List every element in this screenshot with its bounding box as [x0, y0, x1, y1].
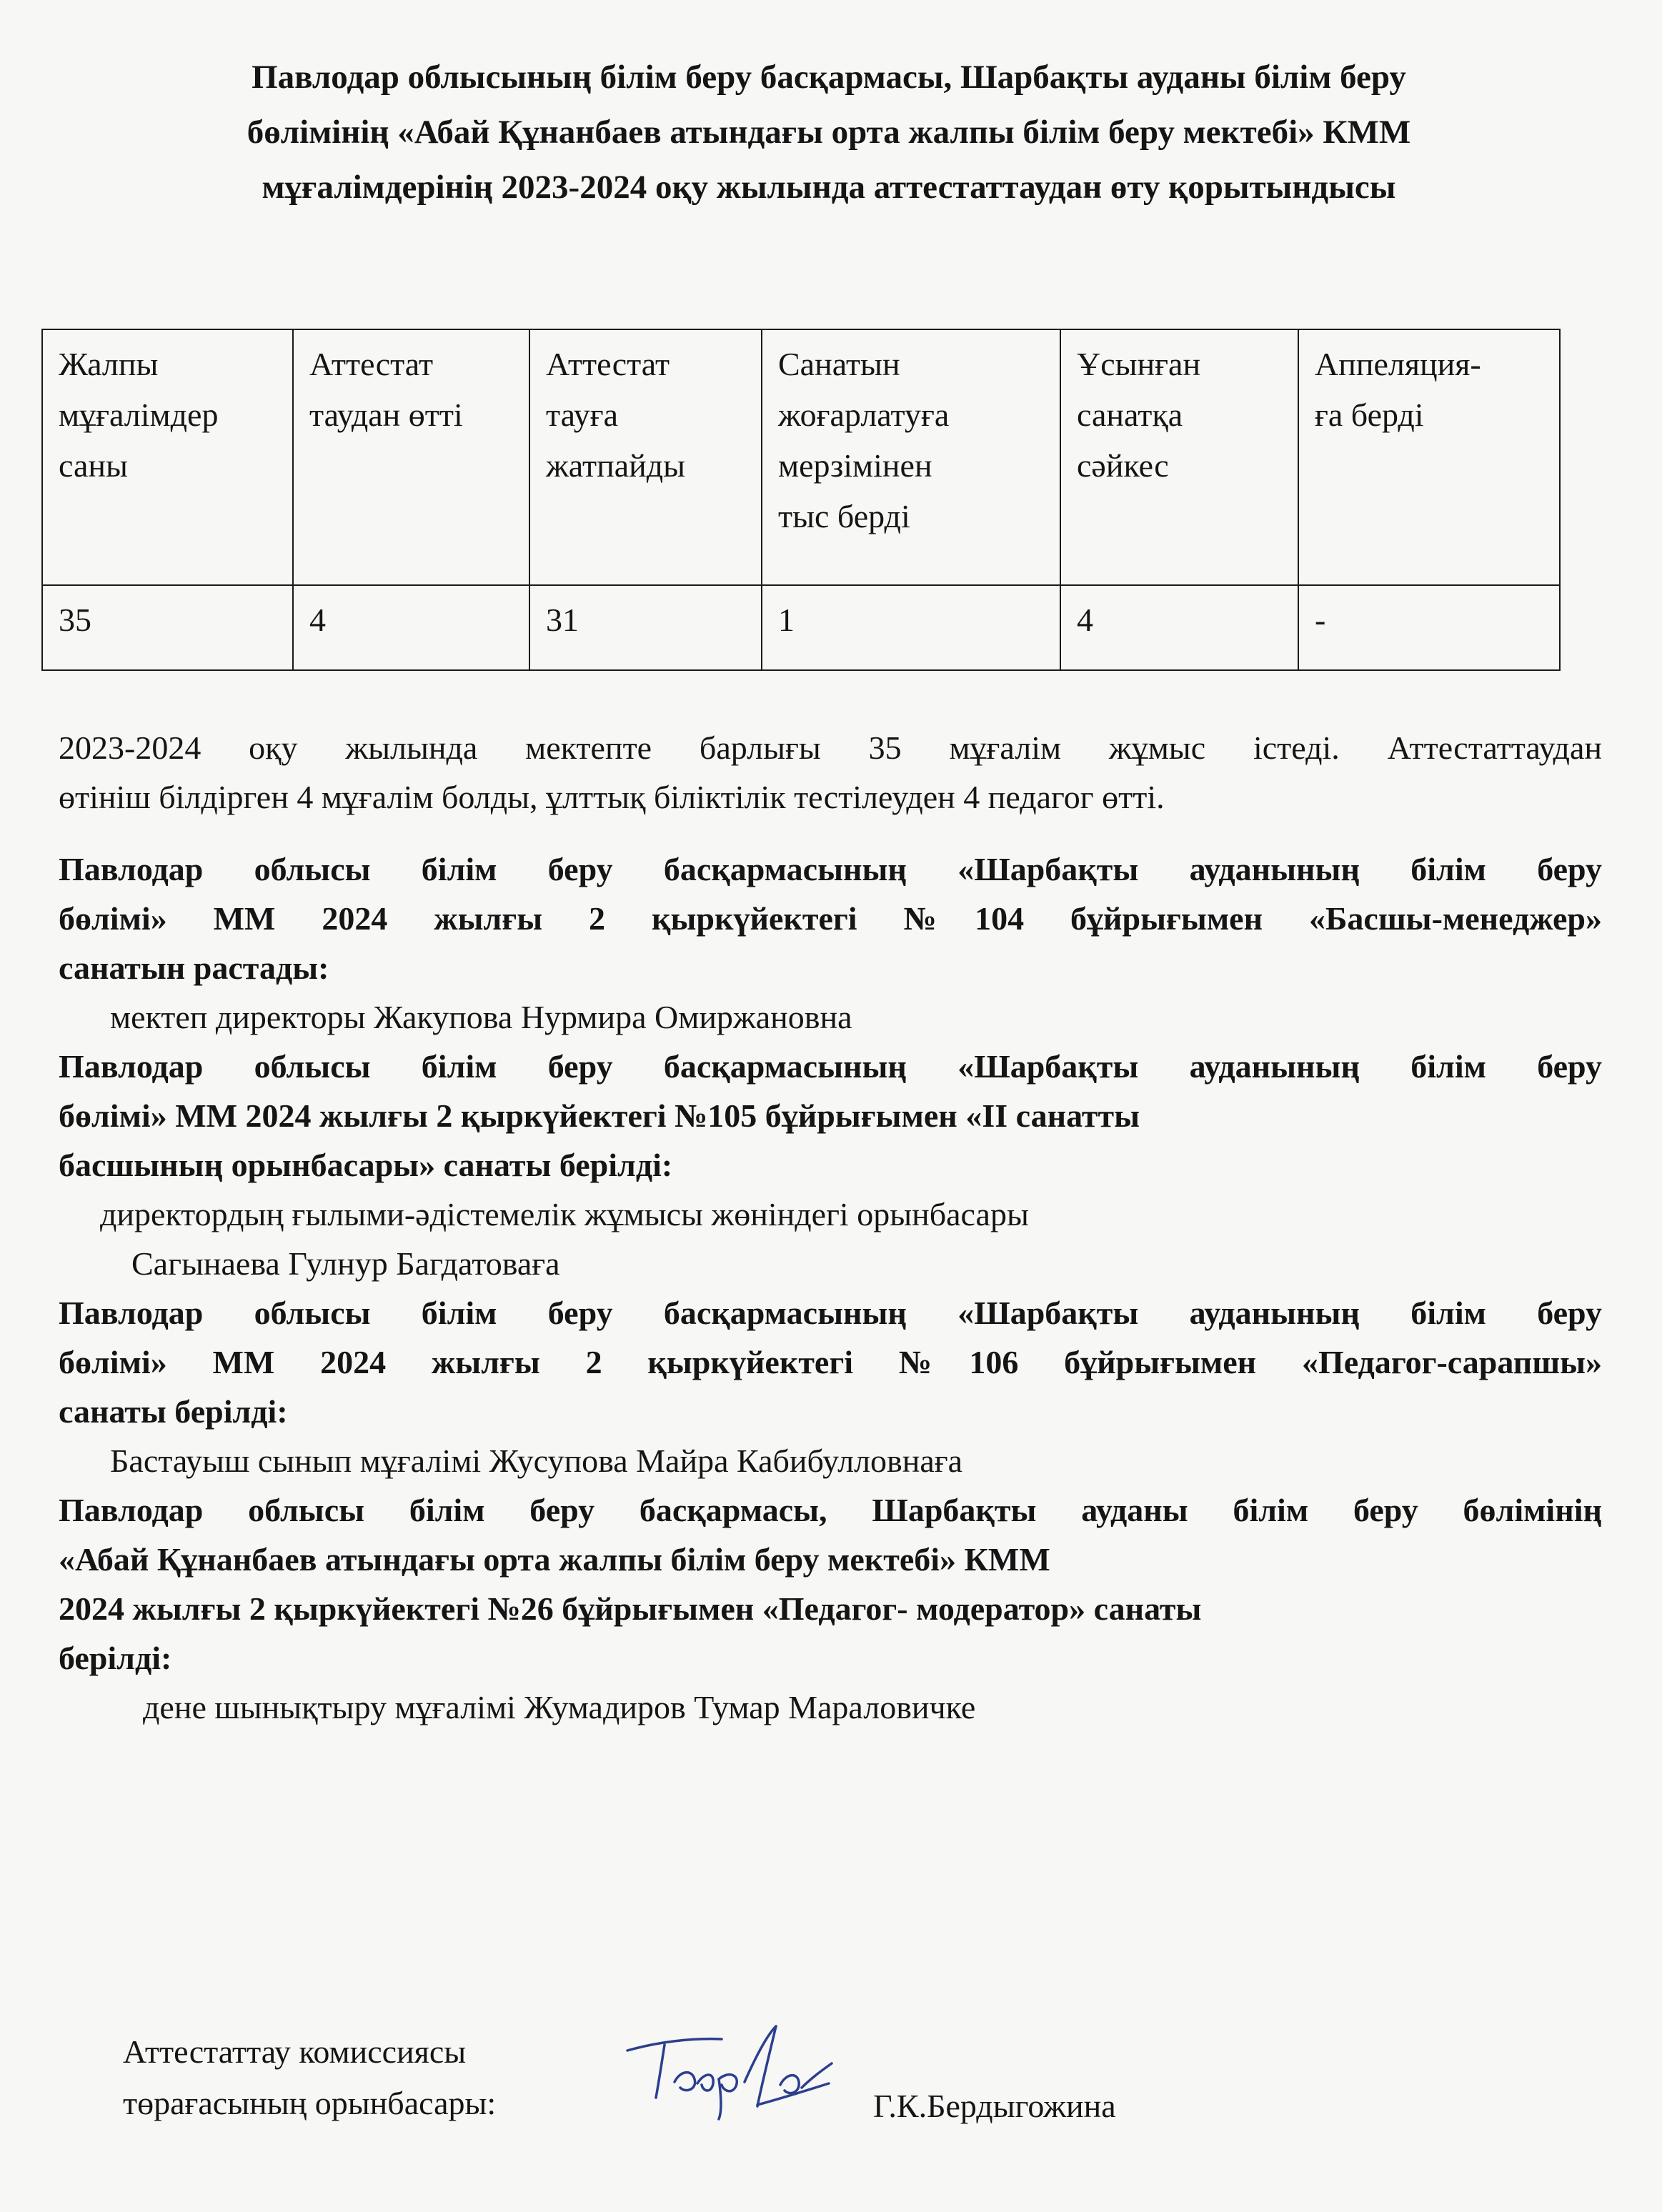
signatory-role: Аттестаттау комиссиясы төрағасының орынбасары: [123, 2033, 497, 2121]
person-line: Бастауыш сынып мұғалімі Жусупова Майра Кабибулловнаға [110, 1443, 963, 1479]
order-105-block [59, 1042, 1602, 1288]
document-body [59, 723, 1602, 1732]
order-text: берілді: [59, 1640, 172, 1676]
header-cell-total-teachers: Жалпы мұғалімдер саны [42, 329, 293, 585]
order-text: «Абай Құнанбаев атындағы орта жалпы білім беру мектебі» КММ [59, 1541, 1050, 1578]
table-cell: 4 [293, 585, 529, 670]
table-header-row [42, 329, 1560, 585]
handwritten-signature-icon [614, 2013, 843, 2121]
table-cell: 1 [762, 585, 1060, 670]
person-line: Сагынаева Гулнур Багдатоваға [131, 1245, 560, 1282]
title-line: мұғалімдерінің 2023-2024 оқу жылында аттестаттаудан өту қорытындысы [262, 169, 1396, 206]
order-text: Павлодар облысы білім беру басқармасының «Шарбақты ауданының білім беру [59, 1048, 1602, 1085]
table-row [42, 585, 1560, 670]
header-cell-early-upgrade: Санатын жоғарлатуға мерзімінен тыс берді [762, 329, 1060, 585]
signatory-name: Г.К.Бердыгожина [873, 2088, 1116, 2124]
order-text: Павлодар облысы білім беру басқармасының «Шарбақты ауданының білім беру [59, 1295, 1602, 1331]
order-106-block [59, 1288, 1602, 1485]
order-text: бөлімі» ММ 2024 жылғы 2 қыркүйектегі №106 бұйрығымен «Педагог-сарапшы» [59, 1344, 1602, 1380]
title-line: Павлодар облысының білім беру басқармасы, Шарбақты ауданы білім беру [252, 59, 1406, 96]
header-cell-appeal: Аппеляция- ға берді [1298, 329, 1560, 585]
order-text: санатын растады: [59, 950, 329, 986]
order-text: Павлодар облысы білім беру басқармасының «Шарбақты ауданының білім беру [59, 851, 1602, 887]
table-cell: 4 [1060, 585, 1298, 670]
title-line: бөлімінің «Абай Құнанбаев атындағы орта жалпы білім беру мектебі» КММ [247, 114, 1411, 151]
order-26-block [59, 1485, 1602, 1732]
header-cell-matches-category: Ұсынған санатқа сәйкес [1060, 329, 1298, 585]
order-text: 2024 жылғы 2 қыркүйектегі №26 бұйрығымен «Педагог- модератор» санаты [59, 1590, 1202, 1627]
order-text: Павлодар облысы білім беру басқармасы, Шарбақты ауданы білім беру бөлімінің [59, 1492, 1602, 1528]
person-line: директордың ғылыми-әдістемелік жұмысы жөніндегі орынбасары [100, 1196, 1029, 1232]
person-line: мектеп директоры Жакупова Нурмира Омиржановна [110, 999, 852, 1035]
order-text: бөлімі» ММ 2024 жылғы 2 қыркүйектегі №105 бұйрығымен «II санатты [59, 1097, 1140, 1134]
document-title [71, 50, 1586, 215]
order-text: бөлімі» ММ 2024 жылғы 2 қыркүйектегі №104 бұйрығымен «Басшы-менеджер» [59, 900, 1602, 937]
table-cell: 35 [42, 585, 293, 670]
header-cell-passed: Аттестат таудан өтті [293, 329, 529, 585]
table-cell: 31 [529, 585, 762, 670]
header-cell-not-subject: Аттестат тауға жатпайды [529, 329, 762, 585]
attestation-table [41, 329, 1561, 671]
order-text: басшының орынбасары» санаты берілді: [59, 1147, 673, 1183]
order-text: санаты берілді: [59, 1393, 288, 1430]
order-104-block [59, 845, 1602, 1042]
summary-paragraph: 2023-2024 оқу жылында мектепте барлығы 35 мұғалім жұмыс істеді. Аттестаттаудан өтініш білдірген 4 мұғалім болды, ұлттық біліктілік тестілеуден 4 педагог өтті. [59, 729, 1602, 815]
table-cell: - [1298, 585, 1560, 670]
person-line: дене шынықтыру мұғалімі Жумадиров Тумар Мараловичке [143, 1689, 976, 1725]
